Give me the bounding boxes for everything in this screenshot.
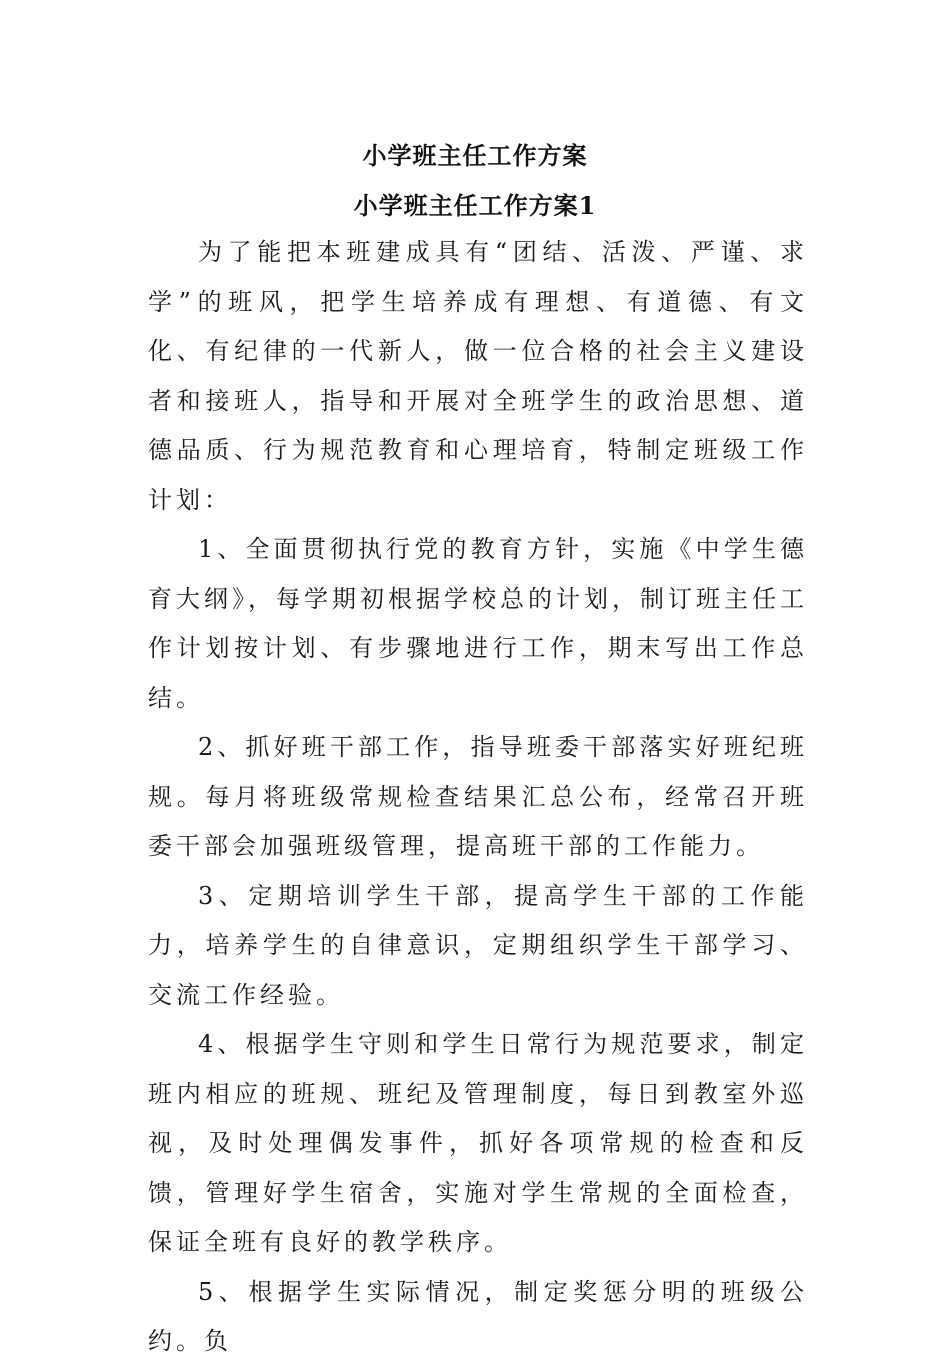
paragraph-item-5: 5、根据学生实际情况，制定奖惩分明的班级公约。负: [148, 1277, 808, 1355]
paragraph-item-2: 2、抓好班干部工作，指导班委干部落实好班纪班规。每月将班级常规检查结果汇总公布，经常召开班委干部会加强班级管理，提高班干部的工作能力。: [148, 733, 808, 860]
document-subtitle: 小学班主任工作方案1: [353, 191, 597, 220]
paragraph-item-4: 4、根据学生守则和学生日常行为规范要求，制定班内相应的班规、班纪及管理制度，每日到教室外巡视，及时处理偶发事件，抓好各项常规的检查和反馈，管理好学生宿舍，实施对学生常规的全面检查，保证全班有良好的教学秩序。: [148, 1030, 808, 1256]
document-title: 小学班主任工作方案: [362, 141, 588, 170]
paragraph-item-1: 1、全面贯彻执行党的教育方针，实施《中学生德育大纲》，每学期初根据学校总的计划，制订班主任工作计划按计划、有步骤地进行工作，期末写出工作总结。: [148, 535, 808, 712]
paragraph-item-3: 3、定期培训学生干部，提高学生干部的工作能力，培养学生的自律意识，定期组织学生干部学习、交流工作经验。: [148, 881, 808, 1009]
paragraph-intro: 为了能把本班建成具有“团结、活泼、严谨、求学”的班风，把学生培养成有理想、有道德、有文化、有纪律的一代新人，做一位合格的社会主义建设者和接班人，指导和开展对全班学生的政治思想、道德品质、行为规范教育和心理培育，特制定班级工作计划：: [148, 238, 808, 514]
document-body: [148, 228, 808, 1367]
